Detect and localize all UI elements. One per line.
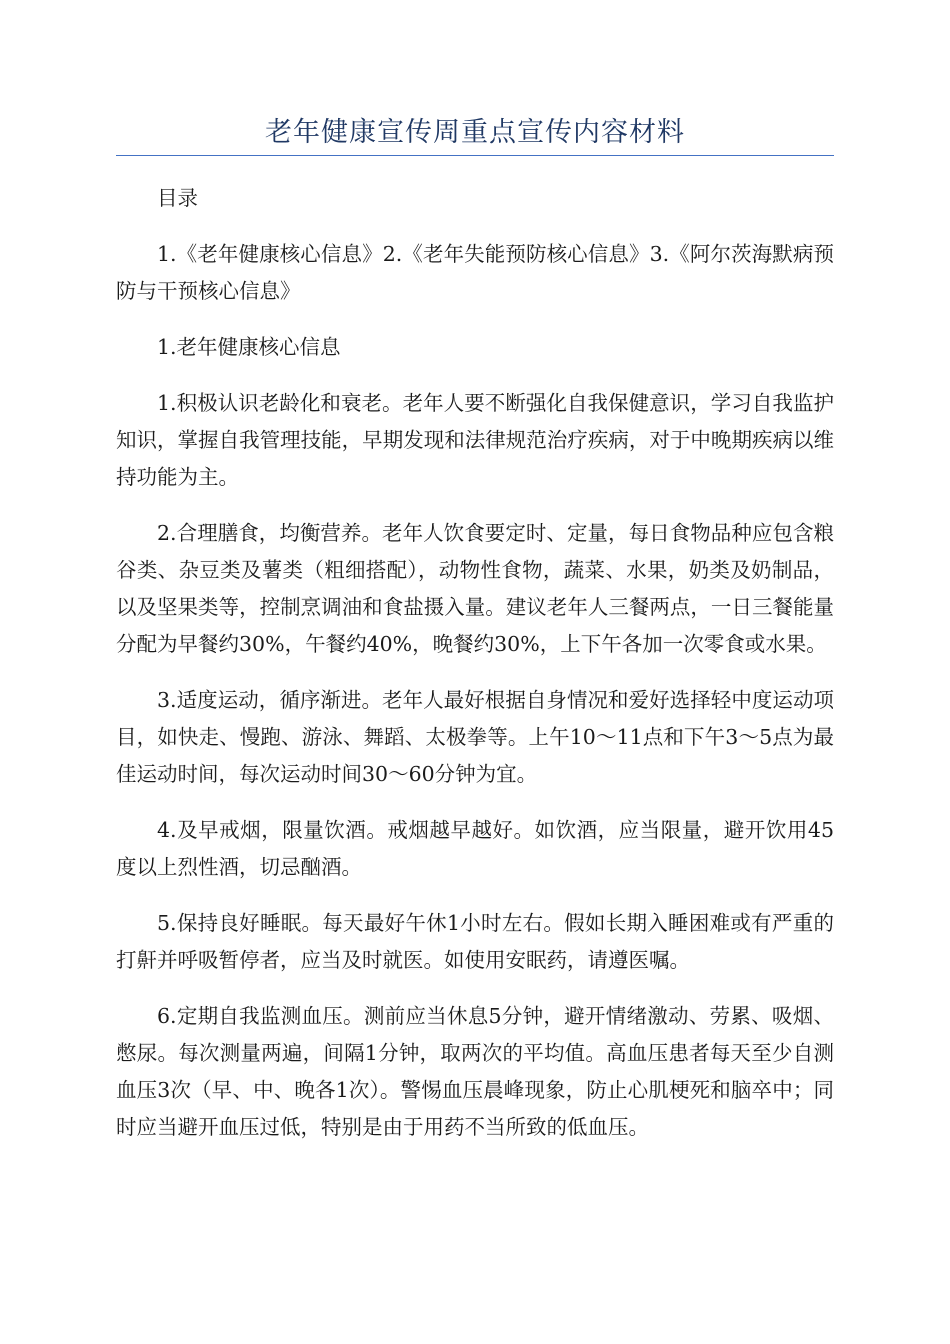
paragraph-1: 1.积极认识老龄化和衰老。老年人要不断强化自我保健意识，学习自我监护知识，掌握自我管理技能，早期发现和法律规范治疗疾病，对于中晚期疾病以维持功能为主。 (116, 391, 834, 489)
paragraph-3: 3.适度运动，循序渐进。老年人最好根据自身情况和爱好选择轻中度运动项目，如快走、慢跑、游泳、舞蹈、太极拳等。上午10～11点和下午3～5点为最佳运动时间，每次运动时间30～60分钟为宜。 (116, 688, 834, 786)
document-title: 老年健康宣传周重点宣传内容材料 (265, 117, 685, 148)
paragraph-4: 4.及早戒烟，限量饮酒。戒烟越早越好。如饮酒，应当限量，避开饮用45度以上烈性酒，切忌酗酒。 (116, 818, 834, 879)
section-heading: 1.老年健康核心信息 (157, 335, 341, 359)
toc-label: 目录 (157, 186, 198, 210)
paragraph-6: 6.定期自我监测血压。测前应当休息5分钟，避开情绪激动、劳累、吸烟、憋尿。每次测量两遍，间隔1分钟，取两次的平均值。高血压患者每天至少自测血压3次（早、中、晚各1次）。警惕血压晨峰现象，防止心肌梗死和脑卒中；同时应当避开血压过低，特别是由于用药不当所致的低血压。 (116, 1004, 834, 1139)
paragraph-2: 2.合理膳食，均衡营养。老年人饮食要定时、定量，每日食物品种应包含粮谷类、杂豆类及薯类（粗细搭配），动物性食物，蔬菜、水果，奶类及奶制品，以及坚果类等，控制烹调油和食盐摄入量。建议老年人三餐两点，一日三餐能量分配为早餐约30%，午餐约40%，晚餐约30%，上下午各加一次零食或水果。 (116, 521, 834, 656)
title-underline (116, 155, 834, 156)
paragraph-5: 5.保持良好睡眠。每天最好午休1小时左右。假如长期入睡困难或有严重的打鼾并呼吸暂停者，应当及时就医。如使用安眠药，请遵医嘱。 (116, 911, 834, 972)
toc-items: 1.《老年健康核心信息》2.《老年失能预防核心信息》3.《阿尔茨海默病预防与干预核心信息》 (116, 242, 834, 303)
document-body (116, 180, 834, 1146)
